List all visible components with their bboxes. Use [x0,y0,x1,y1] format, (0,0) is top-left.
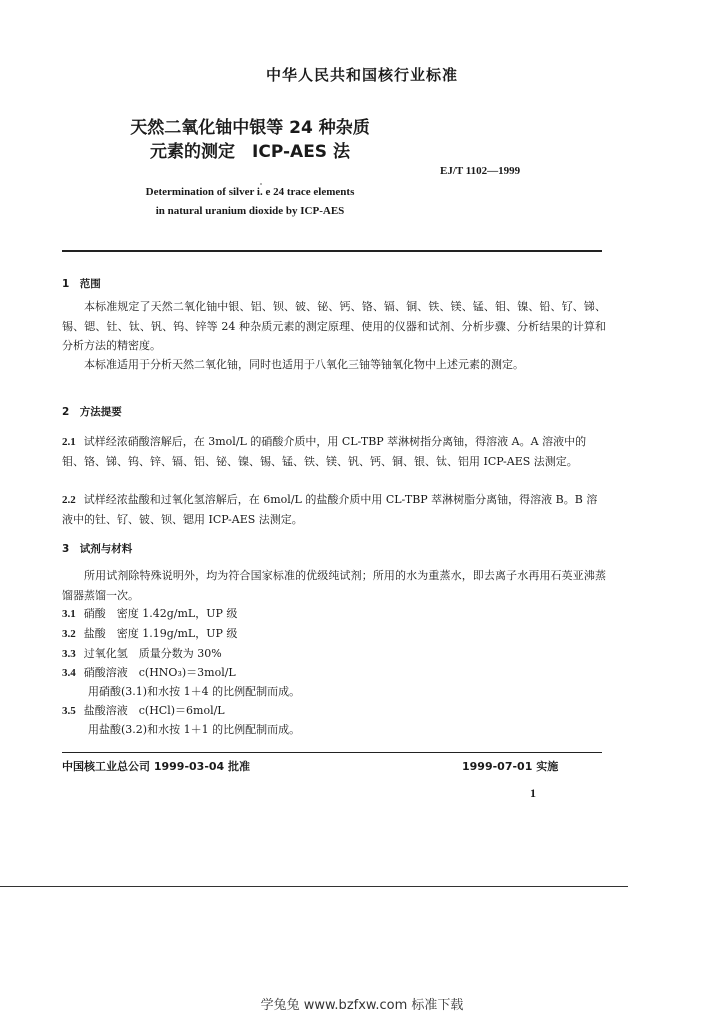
clause-number: 3.2 [62,628,76,640]
clause-3-4 [62,663,606,683]
clause-text: 硝酸 密度 1.42g/mL，UP 级 [83,607,238,620]
english-title-line2: in natural uranium dioxide by ICP-AES [155,205,345,217]
clause-3-1 [62,604,606,624]
site-watermark: 学兔兔 www.bzfxw.com 标准下载 [260,998,464,1013]
document-title-line1: 天然二氧化铀中银等 24 种杂质 [130,118,370,138]
clause-number: 3.1 [62,608,76,620]
footer-divider [62,752,602,753]
section-1-paragraph-1: 本标准规定了天然二氧化铀中银、铝、钡、铍、铋、钙、铬、镉、铜、铁、镁、锰、钼、镍、铅、钌、锑、锡、锶、钍、钛、钒、钨、锌等 24 种杂质元素的测定原理、使用的仪器和试剂、分析步骤、分析结果的计算和分析方法的精密度。 [62,300,606,352]
clause-3-2 [62,624,606,644]
clause-number: 3.3 [62,648,76,660]
document-title-line2: 元素的测定 ICP-AES 法 [150,142,350,162]
section-2-heading: 2 方法提要 [62,406,122,418]
section-1-heading: 1 范围 [62,278,101,290]
section-1-paragraph-2: 本标准适用于分析天然二氧化铀，同时也适用于八氧化三铀等铀氧化物中上述元素的测定。 [84,358,524,371]
clause-number: 3.4 [62,667,76,679]
implementation-date: 1999-07-01 实施 [462,760,559,773]
scan-speck [260,183,262,185]
clause-3-4-note: 用硝酸(3.1)和水按 1＋4 的比例配制而成。 [88,685,301,698]
clause-text: 盐酸溶液 c(HCl)＝6mol/L [83,704,225,717]
clause-3-5 [62,701,606,721]
clause-2-1 [62,432,606,471]
clause-number: 2.1 [62,436,76,448]
section-3-heading: 3 试剂与材料 [62,543,133,555]
clause-text: 过氧化氢 质量分数为 30% [83,647,222,660]
standard-number: EJ/T 1102—1999 [440,165,521,177]
clause-2-2 [62,490,606,529]
header-divider [62,250,602,252]
clause-number: 3.5 [62,705,76,717]
standard-organization: 中华人民共和国核行业标准 [265,66,458,84]
clause-text: 试样经浓硝酸溶解后，在 3mol/L 的硝酸介质中，用 CL-TBP 萃淋树指分离铀，得溶液 A。A 溶液中的钼、铬、锑、钨、锌、镉、铝、铋、镍、锡、锰、铁、镁、钒、钙、铜、银、钛、铝用 ICP-AES 法测定。 [62,435,587,468]
clause-3-5-note: 用盐酸(3.2)和水按 1＋1 的比例配制而成。 [88,723,301,736]
page-number: 1 [530,786,536,800]
clause-3-3 [62,644,606,664]
clause-text: 硝酸溶液 c(HNO₃)＝3mol/L [83,666,236,679]
page-edge-line [0,886,628,887]
english-title-line1: Determination of silver i. e 24 trace elements [145,186,355,198]
clause-text: 盐酸 密度 1.19g/mL，UP 级 [83,627,238,640]
section-3-paragraph-1: 所用试剂除特殊说明外，均为符合国家标准的优级纯试剂；所用的水为重蒸水，即去离子水再用石英亚沸蒸馏器蒸馏一次。 [62,569,606,602]
clause-text: 试样经浓盐酸和过氧化氢溶解后，在 6mol/L 的盐酸介质中用 CL-TBP 萃淋树脂分离铀，得溶液 B。B 溶液中的钍、钌、铍、钡、锶用 ICP-AES 法测定。 [62,493,598,526]
clause-number: 2.2 [62,494,76,506]
approval-date: 中国核工业总公司 1999-03-04 批准 [62,760,251,773]
